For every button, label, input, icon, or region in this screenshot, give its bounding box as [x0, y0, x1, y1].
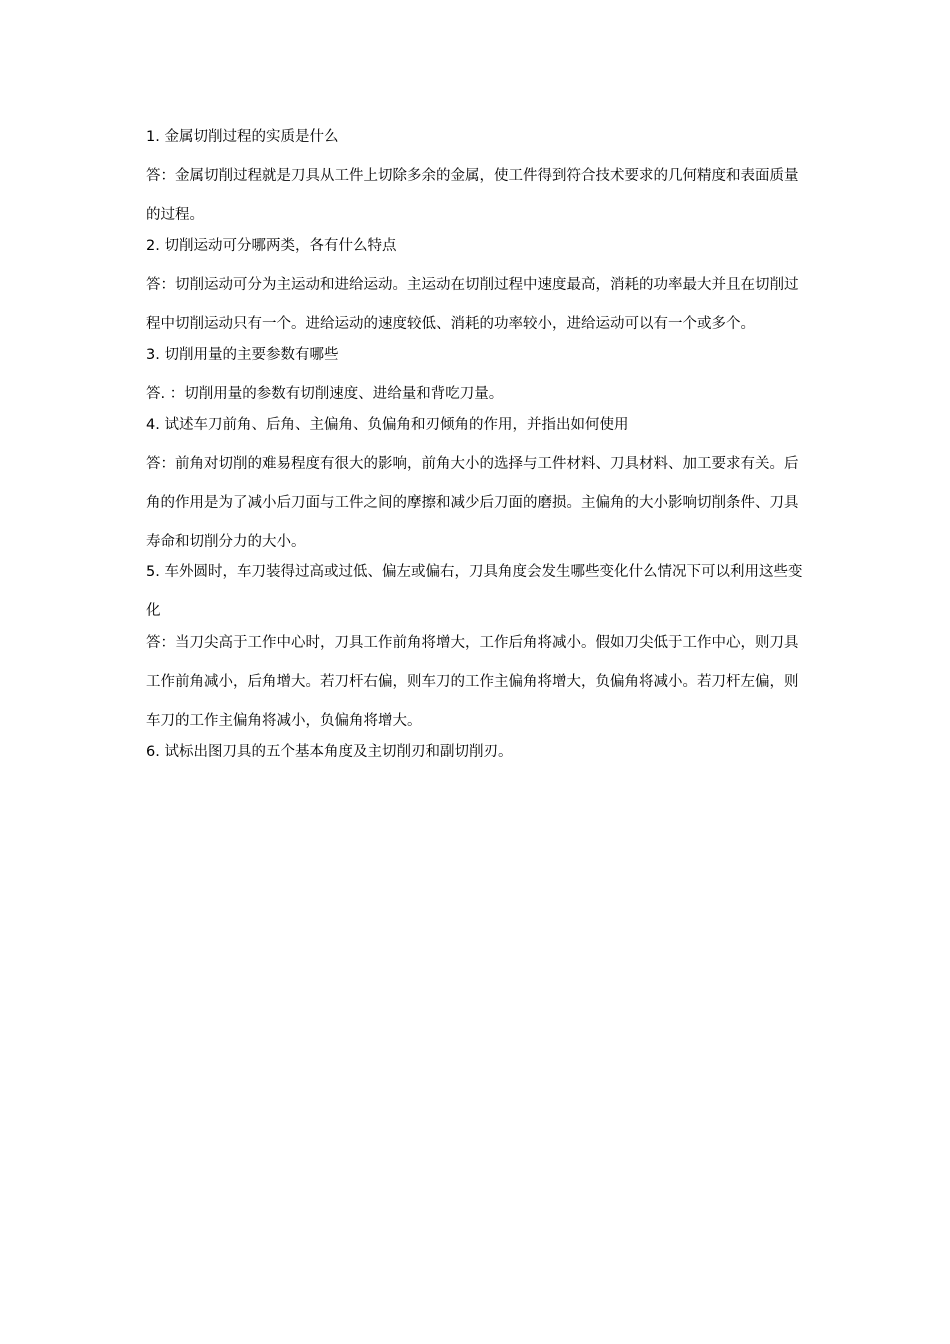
question-3: 3. 切削用量的主要参数有哪些	[146, 347, 339, 363]
question-1: 1. 金属切削过程的实质是什么	[146, 129, 339, 145]
document-body	[146, 126, 808, 779]
question-6: 6. 试标出图刀具的五个基本角度及主切削刃和副切削刃。	[146, 744, 513, 760]
answer-2: 答：切削运动可分为主运动和进给运动。主运动在切削过程中速度最高，消耗的功率最大并且在切削过程中切削运动只有一个。进给运动的速度较低、消耗的功率较小，进给运动可以有一个或多个。	[146, 277, 799, 332]
answer-1: 答：金属切削过程就是刀具从工件上切除多余的金属，使工件得到符合技术要求的几何精度和表面质量的过程。	[146, 168, 799, 223]
answer-5: 答：当刀尖高于工作中心时，刀具工作前角将增大，工作后角将减小。假如刀尖低于工作中心，则刀具工作前角减小，后角增大。若刀杆右偏，则车刀的工作主偏角将增大，负偏角将减小。若刀杆左偏，则车刀的工作主偏角将减小，负偏角将增大。	[146, 635, 799, 729]
question-5: 5. 车外圆时，车刀装得过高或过低、偏左或偏右，刀具角度会发生哪些变化什么情况下可以利用这些变化	[146, 564, 803, 619]
answer-4: 答：前角对切削的难易程度有很大的影响，前角大小的选择与工件材料、刀具材料、加工要求有关。后角的作用是为了减小后刀面与工件之间的摩擦和减少后刀面的磨损。主偏角的大小影响切削条件、刀具寿命和切削分力的大小。	[146, 456, 799, 550]
answer-3: 答. ：切削用量的参数有切削速度、进给量和背吃刀量。	[146, 386, 504, 402]
question-2: 2. 切削运动可分哪两类，各有什么特点	[146, 238, 397, 254]
question-4: 4. 试述车刀前角、后角、主偏角、负偏角和刃倾角的作用，并指出如何使用	[146, 417, 629, 433]
